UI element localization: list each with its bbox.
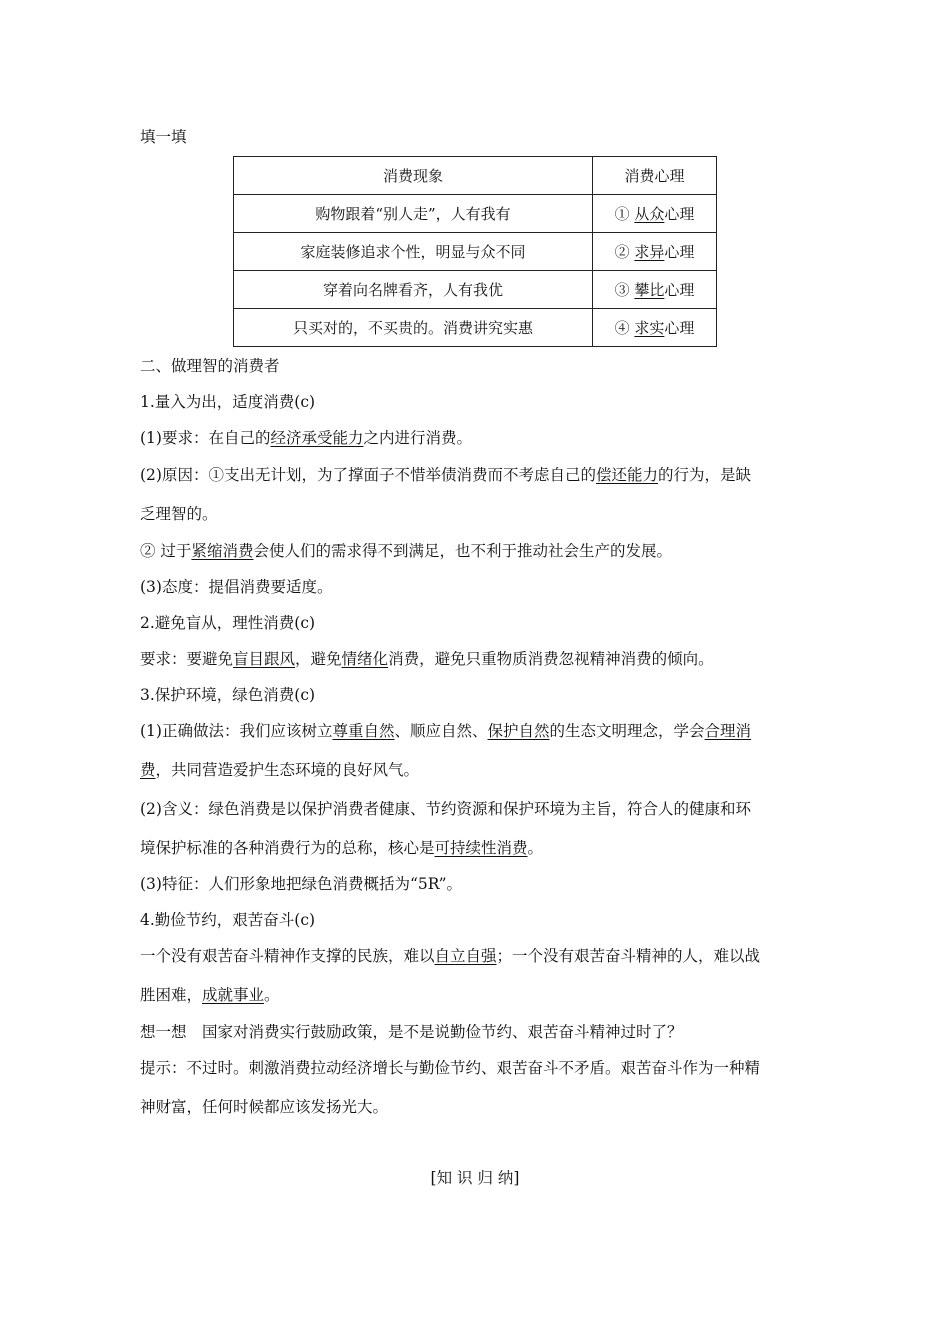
underlined-answer: 费 <box>140 761 156 779</box>
consumption-table <box>233 156 717 347</box>
paragraph-line <box>140 464 751 486</box>
underlined-answer: 成就事业 <box>202 986 265 1004</box>
hint-line: 神财富，任何时候都应该发扬光大。 <box>140 1098 389 1116</box>
underlined-answer: 偿还能力 <box>595 466 658 484</box>
point-heading: 3.保护环境，绿色消费(c) <box>140 686 316 704</box>
point-heading: 2.避免盲从，理性消费(c) <box>140 614 316 632</box>
text-run: 、顺应自然、 <box>394 722 488 740</box>
text-run: (2)原因：①支出无计划，为了撑面子不惜举债消费而不考虑自己的 <box>140 466 596 484</box>
table-row <box>234 195 717 233</box>
underlined-answer: 合理消 <box>704 722 752 740</box>
text-run: 消费，避免只重物质消费忽视精神消费的倾向。 <box>388 650 714 668</box>
section-title: 二、做理智的消费者 <box>140 357 280 375</box>
table-row <box>234 309 717 347</box>
point-heading: 4.勤俭节约，艰苦奋斗(c) <box>140 911 316 929</box>
answer-number: ④ <box>614 319 630 337</box>
text-run: 胜困难， <box>140 986 203 1004</box>
table-cell-phenomenon: 购物跟着“别人走”，人有我有 <box>234 195 593 233</box>
answer-blank: 求实 <box>634 319 665 337</box>
answer-suffix: 心理 <box>664 243 695 261</box>
paragraph-line <box>140 427 472 449</box>
text-run: ，避免 <box>295 650 342 668</box>
text-run: 之内进行消费。 <box>363 429 472 447</box>
text-run: 。 <box>527 839 544 857</box>
paragraph-line <box>140 984 280 1006</box>
paragraph-line <box>140 945 760 967</box>
table-header: 消费现象 <box>234 157 593 195</box>
text-run: 要求：要避免 <box>140 650 234 668</box>
text-run: 一个没有艰苦奋斗精神作支撑的民族，难以 <box>140 947 435 965</box>
underlined-answer: 经济承受能力 <box>270 429 364 447</box>
text-run: ，共同营造爱护生态环境的良好风气。 <box>155 761 420 779</box>
underlined-answer: 盲目跟风 <box>233 650 296 668</box>
paragraph-line: (3)特征：人们形象地把绿色消费概括为“5R”。 <box>140 875 462 893</box>
underlined-answer: 紧缩消费 <box>191 542 254 560</box>
text-run: (1)正确做法：我们应该树立 <box>140 722 333 740</box>
answer-number: ② <box>614 243 630 261</box>
text-run: ；一个没有艰苦奋斗精神的人，难以战 <box>496 947 761 965</box>
text-run: 的生态文明理念，学会 <box>549 722 705 740</box>
underlined-answer: 自立自强 <box>434 947 497 965</box>
text-run: 境保护标准的各种消费行为的总称，核心是 <box>140 839 435 857</box>
paragraph-line: (2)含义：绿色消费是以保护消费者健康、节约资源和保护环境为主旨，符合人的健康和环 <box>140 800 751 818</box>
answer-blank: 从众 <box>634 205 665 223</box>
text-run: (1)要求：在自己的 <box>140 429 271 447</box>
answer-suffix: 心理 <box>664 205 695 223</box>
answer-blank: 攀比 <box>634 281 665 299</box>
hint-line: 提示：不过时。刺激消费拉动经济增长与勤俭节约、艰苦奋斗不矛盾。艰苦奋斗作为一种精 <box>140 1059 761 1077</box>
paragraph-line <box>140 720 751 742</box>
table-header: 消费心理 <box>593 157 717 195</box>
text-run: 。 <box>264 986 280 1004</box>
think-question: 想一想 国家对消费实行鼓励政策，是不是说勤俭节约、艰苦奋斗精神过时了？ <box>140 1023 683 1041</box>
underlined-answer: 可持续性消费 <box>434 839 528 857</box>
table-cell-psychology <box>593 233 717 271</box>
underlined-answer: 情绪化 <box>341 650 389 668</box>
text-run: 的行为，是缺 <box>657 466 751 484</box>
paragraph-line <box>140 759 419 781</box>
table-cell-phenomenon: 穿着向名牌看齐，人有我优 <box>234 271 593 309</box>
table-cell-phenomenon: 只买对的，不买贵的。消费讲究实惠 <box>234 309 593 347</box>
table-cell-phenomenon: 家庭装修追求个性，明显与众不同 <box>234 233 593 271</box>
table-header-row <box>234 157 717 195</box>
point-heading: 1.量入为出，适度消费(c) <box>140 393 316 411</box>
table-cell-psychology <box>593 271 717 309</box>
text-run: 会使人们的需求得不到满足，也不利于推动社会生产的发展。 <box>253 542 672 560</box>
table-row <box>234 233 717 271</box>
underlined-answer: 保护自然 <box>487 722 550 740</box>
underlined-answer: 尊重自然 <box>332 722 395 740</box>
paragraph-line: (3)态度：提倡消费要适度。 <box>140 578 333 596</box>
answer-blank: 求异 <box>634 243 665 261</box>
table-cell-psychology <box>593 309 717 347</box>
text-run: ② 过于 <box>140 542 192 560</box>
paragraph-line: 乏理智的。 <box>140 505 218 523</box>
answer-suffix: 心理 <box>664 319 695 337</box>
answer-number: ① <box>614 205 630 223</box>
answer-suffix: 心理 <box>664 281 695 299</box>
fill-in-heading: 填一填 <box>140 128 187 146</box>
paragraph-line <box>140 837 543 859</box>
paragraph-line <box>140 648 714 670</box>
paragraph-line <box>140 540 672 562</box>
table-cell-psychology <box>593 195 717 233</box>
table-row <box>234 271 717 309</box>
summary-heading: [知 识 归 纳] <box>430 1169 520 1187</box>
answer-number: ③ <box>614 281 630 299</box>
